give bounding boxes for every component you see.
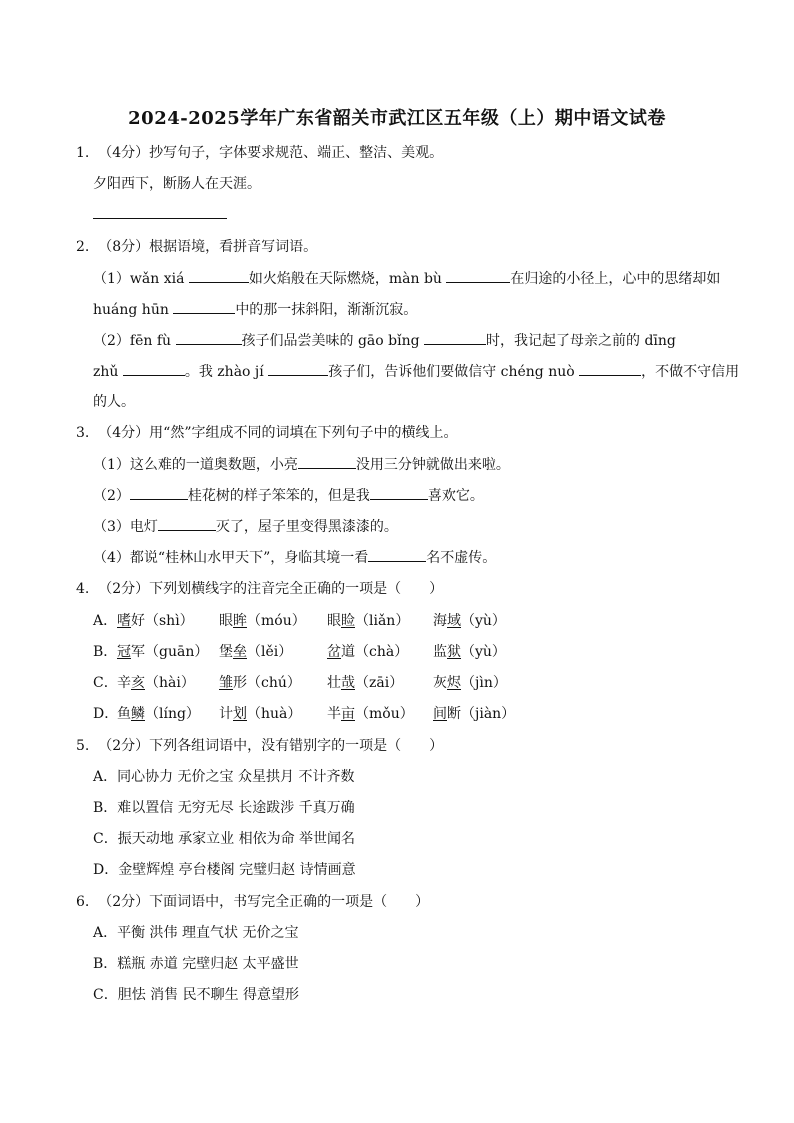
- text-segment: 喜欢它。: [427, 488, 484, 504]
- underlined-char: 嗜: [117, 613, 131, 629]
- answer-blank[interactable]: [370, 485, 428, 500]
- q4-word: [327, 642, 408, 662]
- word-suffix-pinyin: （hài）: [145, 675, 195, 691]
- question-stem: （4分）抄写句子，字体要求规范、端正、整洁、美观。: [98, 145, 444, 161]
- word-suffix-pinyin: 断（jiàn）: [447, 706, 516, 722]
- answer-blank[interactable]: [123, 361, 185, 376]
- q4-word: [433, 704, 515, 724]
- answer-blank[interactable]: [189, 268, 249, 283]
- page-title: 2024-2025学年广东省韶关市武江区五年级（上）期中语文试卷: [128, 108, 666, 129]
- answer-blank[interactable]: [176, 330, 242, 345]
- word-suffix-pinyin: （yù）: [461, 644, 506, 660]
- text-segment: （1）这么难的一道奥数题，小亮: [93, 457, 298, 473]
- q2-line-1: [93, 268, 720, 289]
- underlined-char: 哉: [341, 675, 355, 691]
- q4-word: [219, 704, 301, 724]
- q4-word: [433, 611, 506, 631]
- word-prefix: 眼: [219, 613, 233, 629]
- answer-blank[interactable]: [579, 361, 641, 376]
- underlined-char: 烬: [447, 675, 461, 691]
- word-suffix-pinyin: （móu）: [247, 613, 306, 629]
- question-2: [76, 237, 317, 257]
- word-suffix-pinyin: （jìn）: [461, 675, 507, 691]
- word-prefix: 监: [433, 644, 447, 660]
- q4-word: [327, 611, 409, 631]
- text-segment: 名不虚传。: [426, 550, 497, 566]
- question-1: [76, 143, 443, 163]
- underlined-char: 划: [233, 706, 247, 722]
- q6-option-a[interactable]: A．平衡 洪伟 理直气状 无价之宝: [93, 925, 299, 941]
- underlined-char: 垒: [233, 644, 247, 660]
- q2-line-4: [93, 361, 739, 382]
- text-segment: （2）fēn fù: [93, 333, 176, 349]
- question-stem: （8分）根据语境，看拼音写词语。: [98, 239, 318, 255]
- answer-blank[interactable]: [368, 547, 426, 562]
- word-suffix-pinyin: （liǎn）: [355, 613, 410, 629]
- text-segment: 孩子们，告诉他们要做信守 chéng nuò: [328, 364, 580, 380]
- text-segment: huáng hūn: [93, 302, 174, 318]
- text-segment: 在归途的小径上，心中的思绪却如: [510, 271, 721, 287]
- underlined-char: 睑: [341, 613, 355, 629]
- q5-option-c[interactable]: C．振天动地 承家立业 相依为命 举世闻名: [93, 831, 356, 847]
- word-suffix-pinyin: 好（shì）: [131, 613, 194, 629]
- word-suffix-pinyin: （huà）: [247, 706, 302, 722]
- text-segment: 如火焰般在天际燃烧，màn bù: [248, 271, 447, 287]
- word-prefix: 堡: [219, 644, 233, 660]
- answer-blank[interactable]: [446, 268, 510, 283]
- q4-word: [117, 611, 194, 631]
- answer-blank[interactable]: [130, 485, 188, 500]
- question-stem: （4分）用“然”字组成不同的词填在下列句子中的横线上。: [98, 425, 458, 441]
- question-number: 6.: [76, 894, 90, 910]
- answer-blank[interactable]: [424, 330, 486, 345]
- word-prefix: 海: [433, 613, 447, 629]
- underlined-char: 眸: [233, 613, 247, 629]
- text-segment: 中的那一抹斜阳，渐渐沉寂。: [235, 302, 418, 318]
- text-segment: 孩子们品尝美味的 gāo bǐng: [241, 333, 425, 349]
- word-suffix-pinyin: （zāi）: [355, 675, 404, 691]
- q4-option-label[interactable]: A．: [93, 613, 118, 629]
- word-suffix-pinyin: （lěi）: [247, 644, 293, 660]
- word-suffix-pinyin: 道（chà）: [341, 644, 409, 660]
- word-prefix: 鱼: [117, 706, 131, 722]
- copy-sentence: 夕阳西下，断肠人在天涯。: [93, 176, 261, 192]
- question-number: 1.: [76, 145, 90, 161]
- question-stem: （2分）下列划横线字的注音完全正确的一项是（ ）: [98, 581, 444, 597]
- word-suffix-pinyin: （líng）: [145, 706, 200, 722]
- q4-word: [219, 642, 292, 662]
- q5-option-b[interactable]: B．难以置信 无穷无尽 长途跋涉 千真万确: [93, 800, 355, 816]
- question-stem: （2分）下列各组词语中，没有错别字的一项是（ ）: [98, 738, 444, 754]
- q4-word: [219, 673, 301, 693]
- q5-option-a[interactable]: A．同心协力 无价之宝 众星拱月 不计齐数: [93, 769, 355, 785]
- text-segment: 时，我记起了母亲之前的 dīng: [486, 333, 676, 349]
- q6-option-c[interactable]: C．胆怯 消售 民不聊生 得意望形: [93, 987, 300, 1003]
- answer-blank[interactable]: [93, 218, 227, 219]
- question-number: 2.: [76, 239, 90, 255]
- text-segment: 桂花树的样子笨笨的，但是我: [187, 488, 370, 504]
- underlined-char: 间: [433, 706, 447, 722]
- underlined-char: 亥: [131, 675, 145, 691]
- text-segment: zhǔ: [93, 364, 123, 380]
- underlined-char: 冠: [117, 644, 131, 660]
- q4-option-label[interactable]: D．: [93, 706, 119, 722]
- text-segment: （2）: [93, 488, 130, 504]
- text-segment: （3）电灯: [93, 519, 158, 535]
- q4-option-label[interactable]: C．: [93, 675, 118, 691]
- word-prefix: 半: [327, 706, 341, 722]
- q6-option-b[interactable]: B．糕瓶 赤道 完壁归赵 太平盛世: [93, 956, 299, 972]
- q4-word: [433, 642, 506, 662]
- q3-sentence-3: [93, 516, 398, 537]
- word-prefix: 计: [219, 706, 233, 722]
- q4-word: [117, 673, 195, 693]
- q3-sentence-4: [93, 547, 496, 568]
- text-segment: （4）都说“桂林山水甲天下”，身临其境一看: [93, 550, 369, 566]
- underlined-char: 岔: [327, 644, 341, 660]
- underlined-char: 鳞: [131, 706, 145, 722]
- q4-word: [117, 704, 200, 724]
- question-number: 4.: [76, 581, 90, 597]
- q4-word: [433, 673, 507, 693]
- underlined-char: 雏: [219, 675, 233, 691]
- q2-line-2: [93, 299, 417, 320]
- question-number: 3.: [76, 425, 90, 441]
- question-4: [76, 579, 443, 599]
- word-prefix: 辛: [117, 675, 131, 691]
- question-number: 5.: [76, 738, 90, 754]
- answer-blank[interactable]: [298, 454, 356, 469]
- text-segment: 灭了，屋子里变得黑漆漆的。: [215, 519, 398, 535]
- q4-word: [327, 673, 403, 693]
- q2-line-3: [93, 330, 676, 351]
- q3-sentence-1: [93, 454, 510, 475]
- answer-blank[interactable]: [158, 516, 216, 531]
- question-3: [76, 423, 458, 443]
- word-suffix-pinyin: （mǒu）: [355, 706, 414, 722]
- q3-sentence-2: [93, 485, 484, 506]
- question-5: [76, 736, 443, 756]
- underlined-char: 亩: [341, 706, 355, 722]
- text-segment: 没用三分钟就做出来啦。: [355, 457, 510, 473]
- q4-word: [117, 642, 208, 662]
- text-segment: 。我 zhào jí: [184, 364, 269, 380]
- q4-word: [327, 704, 414, 724]
- q4-word: [219, 611, 306, 631]
- text-segment: （1）wǎn xiá: [93, 271, 189, 287]
- underlined-char: 域: [447, 613, 461, 629]
- word-suffix-pinyin: 形（chú）: [233, 675, 301, 691]
- question-stem: （2分）下面词语中，书写完全正确的一项是（ ）: [98, 894, 430, 910]
- text-segment: ，不做不守信用: [641, 364, 740, 380]
- word-prefix: 壮: [327, 675, 341, 691]
- q2-line-5: 的人。: [93, 394, 135, 410]
- underlined-char: 狱: [447, 644, 461, 660]
- q5-option-d[interactable]: D．金壁辉煌 亭台楼阁 完璧归赵 诗情画意: [93, 862, 356, 878]
- word-suffix-pinyin: 军（guān）: [131, 644, 209, 660]
- q4-option-label[interactable]: B．: [93, 644, 118, 660]
- answer-blank[interactable]: [268, 361, 328, 376]
- word-prefix: 眼: [327, 613, 341, 629]
- answer-blank[interactable]: [173, 299, 235, 314]
- word-prefix: 灰: [433, 675, 447, 691]
- question-6: [76, 892, 429, 912]
- word-suffix-pinyin: （yù）: [461, 613, 506, 629]
